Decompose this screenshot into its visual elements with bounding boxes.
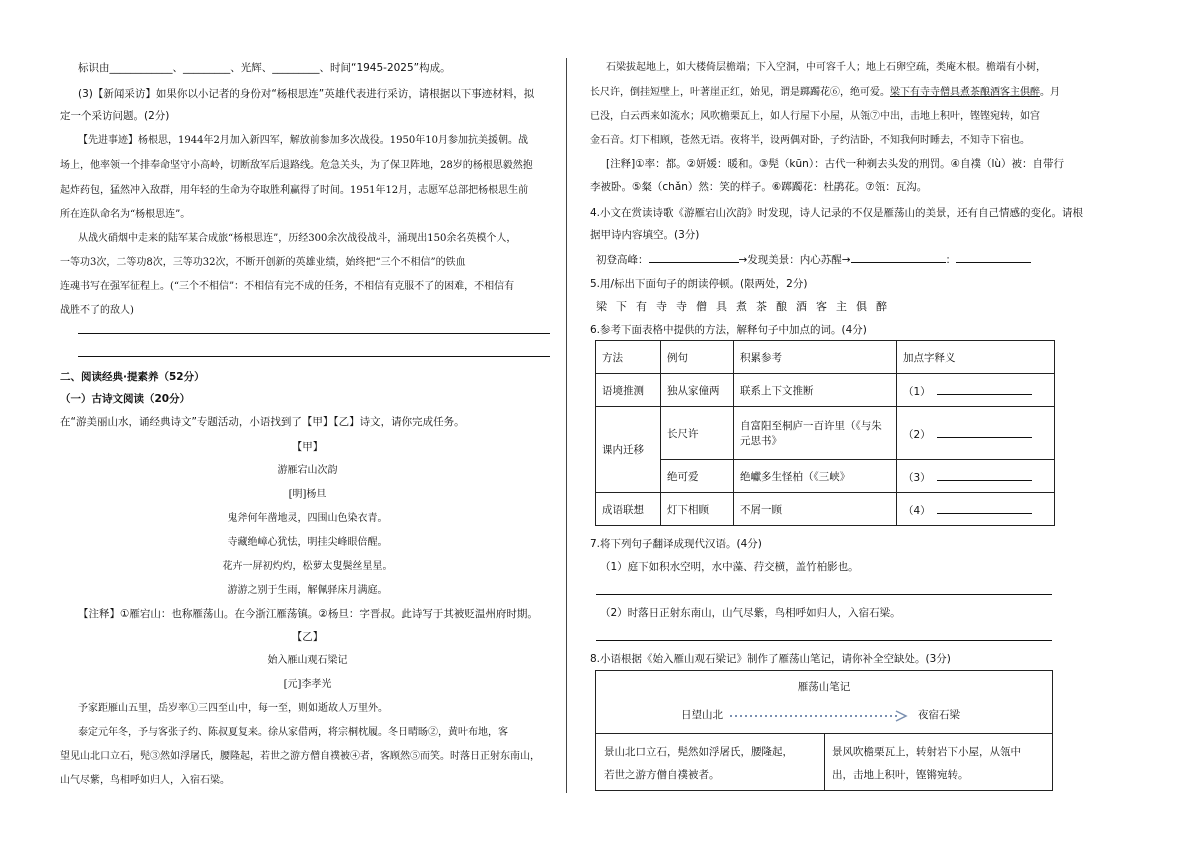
answer-index: （1） — [903, 385, 931, 398]
th-meaning: 加点字释义 — [897, 341, 1055, 374]
q3-title-2: 定一个采访问题。(2分) — [60, 110, 170, 122]
method-table — [595, 340, 1055, 526]
table-header-row — [596, 341, 1055, 374]
section-2-heading: 二、阅读经典·提素养（52分） — [60, 371, 205, 383]
q4-start-label: 初登高峰： — [596, 254, 649, 266]
q7-title: 7.将下列句子翻译成现代汉语。(4分) — [590, 538, 762, 550]
q7-answer-line-2[interactable] — [596, 640, 1052, 641]
jia-label: 【甲】 — [291, 441, 324, 453]
prose-underlined-sentence: 梁下有寺寺僧具煮茶酿酒客主俱醉 — [890, 87, 1040, 98]
answer-line-2[interactable] — [78, 356, 550, 357]
answer-blank-4[interactable] — [937, 501, 1032, 514]
cell-method: 课内迁移 — [596, 407, 661, 493]
yandang-notes-box — [595, 670, 1053, 791]
notes-left-line-2: 若世之游方僧自襆被者。 — [604, 769, 720, 781]
prose-line-1: 予家距雁山五里，岳岁率①三四至山中，每一至，则如逝故人万里外。 — [78, 703, 388, 714]
cell-answer[interactable] — [897, 374, 1055, 407]
prose-line-2: 泰定元年冬，予与客张子约、陈叔夏复来。徐从家借两，将宗桐枕履。冬日晴旸②，黄叶布地，客 — [78, 727, 508, 738]
prose-line-4: 山气尽紫，鸟相呼如归人，入宿石梁。 — [60, 775, 230, 786]
table-row — [596, 460, 1055, 493]
cell-reference: 不屑一顾 — [734, 493, 897, 526]
story-line-6: 一等功3次，二等功8次，三等功32次，不断开创新的英雄业绩，始终把“三个不相信”的铁血 — [60, 257, 466, 268]
q3-title-1: (3)【新闻采访】如果你以小记者的身份对“杨根思连”英雄代表进行采访，请根据以下事迹材料，拟 — [78, 88, 535, 100]
story-line-2: 场上，他率领一个排奉命坚守小高岭，切断敌军后退路线。危急关头，为了保卫阵地，28岁的杨根思毅然抱 — [60, 160, 533, 171]
cell-example: 独从家僮两 — [661, 374, 734, 407]
q5-sentence: 梁下有寺寺僧具煮茶酿酒客主俱醉 — [596, 300, 896, 313]
cell-answer[interactable] — [897, 493, 1055, 526]
cell-reference: 绝巘多生怪柏（《三峡》 — [734, 460, 897, 493]
story-line-8: 战胜不了的敌人) — [60, 305, 134, 316]
poem-line-3: 花卉一屏初灼灼，松萝太叟鬓丝星星。 — [222, 561, 393, 572]
answer-index: （2） — [903, 428, 931, 441]
yi-label: 【乙】 — [291, 631, 324, 643]
cell-method: 成语联想 — [596, 493, 661, 526]
q4-fill — [596, 249, 1031, 271]
column-divider — [566, 58, 567, 793]
cell-answer[interactable] — [897, 407, 1055, 460]
table-row — [596, 407, 1055, 460]
intro-text: 在“游美丽山水，诵经典诗文”专题活动，小语找到了【甲】【乙】诗文，请你完成任务。 — [60, 416, 465, 428]
story-line-3: 起炸药包，猛然冲入敌群，用年轻的生命为夺取胜利赢得了时间。1951年12月，志愿军总部把杨根思生前 — [60, 185, 529, 196]
prose-annotation-1: [注释]①率：都。②妍媛：暖和。③髡（kūn）：古代一种剃去头发的刑罚。④自襆（lù）被：自带行 — [606, 158, 1065, 170]
cell-example: 长尺许 — [661, 407, 734, 460]
prose-line-6-end: 。月 — [1040, 87, 1060, 98]
cell-answer[interactable] — [897, 460, 1055, 493]
q6-title: 6.参考下面表格中提供的方法，解释句子中加点的词。(4分) — [590, 324, 867, 336]
notes-divider — [824, 733, 825, 790]
subsection-1-heading: （一）古诗文阅读（20分） — [60, 393, 191, 405]
table-row — [596, 493, 1055, 526]
answer-blank-3[interactable] — [937, 468, 1032, 481]
poem-annotation: 【注释】①雁宕山：也称雁荡山。在今浙江雁荡镇。②杨旦：字晋叔。此诗写于其被贬温州府时期。 — [78, 608, 538, 620]
table-row — [596, 374, 1055, 407]
story-line-7: 连魂书写在强军征程上。(“三个不相信”：不相信有完不成的任务，不相信有克服不了的困难，不相信有 — [60, 281, 515, 292]
cell-example: 绝可爱 — [661, 460, 734, 493]
answer-line-1[interactable] — [78, 333, 550, 334]
q4-line-1: 4.小文在赏读诗歌《游雁宕山次韵》时发现，诗人记录的不仅是雁荡山的美景，还有自己情感的变化。请根 — [590, 207, 1084, 219]
notes-title: 雁荡山笔记 — [797, 681, 851, 693]
answer-index: （3） — [903, 471, 931, 484]
answer-blank-2[interactable] — [937, 425, 1032, 438]
cell-reference: 自富阳至桐庐一百许里（《与朱元思书》 — [734, 407, 897, 460]
notes-left-line-1: 景山北口立石，髡然如浮屠氏，腰隆起， — [604, 746, 793, 758]
th-example: 例句 — [661, 341, 734, 374]
notes-from: 日望山北 — [681, 709, 723, 721]
poem-title: 游雁宕山次韵 — [277, 465, 338, 476]
cell-method: 语境推测 — [596, 374, 661, 407]
prose-line-8: 金石音。灯下相顾，苍然无语。夜将半，设两偶对卧，子约洁卧，不知我何时睡去，不知寺下宿也。 — [590, 135, 1030, 146]
q4-line-2: 据甲诗内容填空。(3分) — [590, 229, 700, 241]
prose-line-6 — [590, 82, 1060, 104]
notes-header — [596, 671, 1052, 734]
q7-sentence-2: （2）时落日正射东南山，山气尽紫，鸟相呼如归人，入宿石梁。 — [600, 607, 901, 619]
dotted-arrow-icon — [728, 709, 913, 723]
th-reference: 积累参考 — [734, 341, 897, 374]
q4-blank-1[interactable] — [649, 250, 739, 263]
prose-annotation-2: 李被卧。⑤粲（chǎn）然：笑的样子。⑥踯躅花：杜鹃花。⑦瓴：瓦沟。 — [590, 181, 928, 193]
q7-answer-line-1[interactable] — [596, 594, 1052, 595]
story-line-4: 所在连队命名为“杨根思连”。 — [60, 209, 191, 220]
prose-author: [元]李孝光 — [283, 679, 332, 690]
answer-index: （4） — [903, 504, 931, 517]
q8-title: 8.小语根据《始入雁山观石梁记》制作了雁荡山笔记，请你补全空缺处。(3分) — [590, 653, 951, 665]
story-line-1: 【先进事迹】杨根思，1944年2月加入新四军，解放前参加多次战役。1950年10月参加抗美援朝。战 — [78, 135, 528, 146]
q4-blank-2[interactable] — [851, 250, 946, 263]
right-column — [590, 0, 1084, 849]
poem-line-4: 游游之别于生雨，解佩驿床月满庭。 — [227, 585, 388, 596]
story-line-5: 从战火硝烟中走来的陆军某合成旅“杨根思连”，历经300余次战役战斗，涌现出150余名英模个人， — [78, 233, 517, 244]
q4-colon: ： — [945, 254, 957, 266]
q4-blank-3[interactable] — [956, 250, 1031, 263]
poem-line-2: 寺藏绝嶂心犹怯，明挂尖峰眼倍醒。 — [227, 537, 388, 548]
poem-author: [明]杨旦 — [288, 489, 327, 500]
answer-blank-1[interactable] — [937, 382, 1032, 395]
prose-title: 始入雁山观石梁记 — [267, 655, 348, 666]
left-column — [60, 0, 555, 849]
prose-line-5: 石梁拔起地上，如大楼倚层檐端；下入空洞，中可容千人；地上石卵空疏，类庵木根。檐端有小树， — [606, 62, 1046, 73]
notes-right-line-1: 景风吹檐栗瓦上，转射岩下小屋，从瓴中 — [832, 746, 1021, 758]
th-method: 方法 — [596, 341, 661, 374]
prose-line-6-text: 长尺许，倒挂短壁上，叶著崖正红，始见，谓是踯躅花⑥，绝可爱。 — [590, 87, 890, 98]
prose-line-3: 望见山北口立石，髡③然如浮屠氏，腰隆起，若世之游方僧自襆被④者，客顾然⑤而笑。时落日正射东南山， — [60, 751, 540, 762]
q5-title: 5.用/标出下面句子的朗读停顿。(限两处，2分) — [590, 278, 808, 290]
notes-right-line-2: 出，击地上积叶，铿锵宛转。 — [832, 769, 969, 781]
cell-example: 灯下相顾 — [661, 493, 734, 526]
prose-line-7: 已没，白云西来如流水；风吹檐栗瓦上，如人行屋下小屋，从瓴⑦中出，击地上积叶，铿铿宛转，如宫 — [590, 111, 1040, 122]
q3-line0: 标识由____________、_________、光辉、_________、时间“1945-2025”构成。 — [78, 62, 451, 74]
q7-sentence-1: （1）庭下如积水空明，水中藻、荇交横，盖竹柏影也。 — [600, 561, 859, 573]
poem-line-1: 鬼斧何年凿地灵，四围山色染衣青。 — [227, 513, 388, 524]
notes-to: 夜宿石梁 — [918, 709, 960, 721]
cell-reference: 联系上下文推断 — [734, 374, 897, 407]
q4-mid-label: →发现美景：内心苏醒→ — [738, 254, 851, 266]
